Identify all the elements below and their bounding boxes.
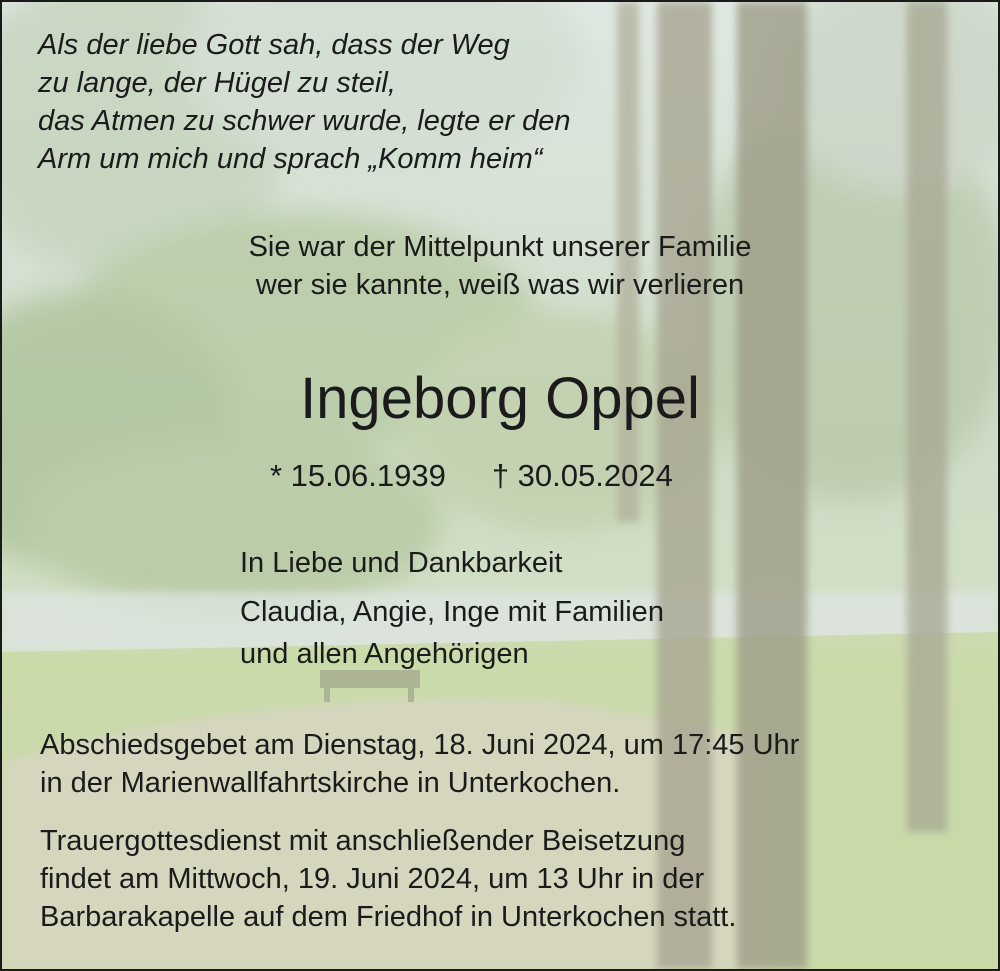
motto bbox=[2, 228, 998, 304]
funeral-line: Barbarakapelle auf dem Friedhof in Unterkochen statt. bbox=[40, 901, 737, 933]
prayer-line: Abschiedsgebet am Dienstag, 18. Juni 2024, um 17:45 Uhr bbox=[40, 729, 800, 761]
motto-line: wer sie kannte, weiß was wir verlieren bbox=[255, 269, 745, 301]
death-date: † 30.05.2024 bbox=[491, 458, 673, 493]
poem-line: Als der liebe Gott sah, dass der Weg bbox=[38, 29, 510, 61]
poem-verse bbox=[38, 26, 570, 178]
service-details bbox=[40, 726, 799, 936]
funeral-line: Trauergottesdienst mit anschließender Beisetzung bbox=[40, 825, 686, 857]
mourners-intro: In Liebe und Dankbarkeit bbox=[240, 547, 563, 579]
funeral-announcement bbox=[40, 822, 799, 936]
prayer-line: in der Marienwallfahrtskirche in Unterkochen. bbox=[40, 767, 621, 799]
birth-date: * 15.06.1939 bbox=[270, 458, 446, 493]
life-dates bbox=[270, 456, 673, 496]
mourners-line: und allen Angehörigen bbox=[240, 638, 529, 670]
poem-line: zu lange, der Hügel zu steil, bbox=[38, 67, 396, 99]
poem-line: das Atmen zu schwer wurde, legte er den bbox=[38, 105, 571, 137]
mourners bbox=[240, 543, 664, 675]
deceased-name: Ingeborg Oppel bbox=[300, 366, 700, 431]
motto-line: Sie war der Mittelpunkt unserer Familie bbox=[248, 231, 752, 263]
prayer-announcement bbox=[40, 726, 799, 802]
funeral-line: findet am Mittwoch, 19. Juni 2024, um 13 Uhr in der bbox=[40, 863, 705, 895]
mourners-line: Claudia, Angie, Inge mit Familien bbox=[240, 596, 664, 628]
poem-line: Arm um mich und sprach „Komm heim“ bbox=[38, 143, 543, 175]
